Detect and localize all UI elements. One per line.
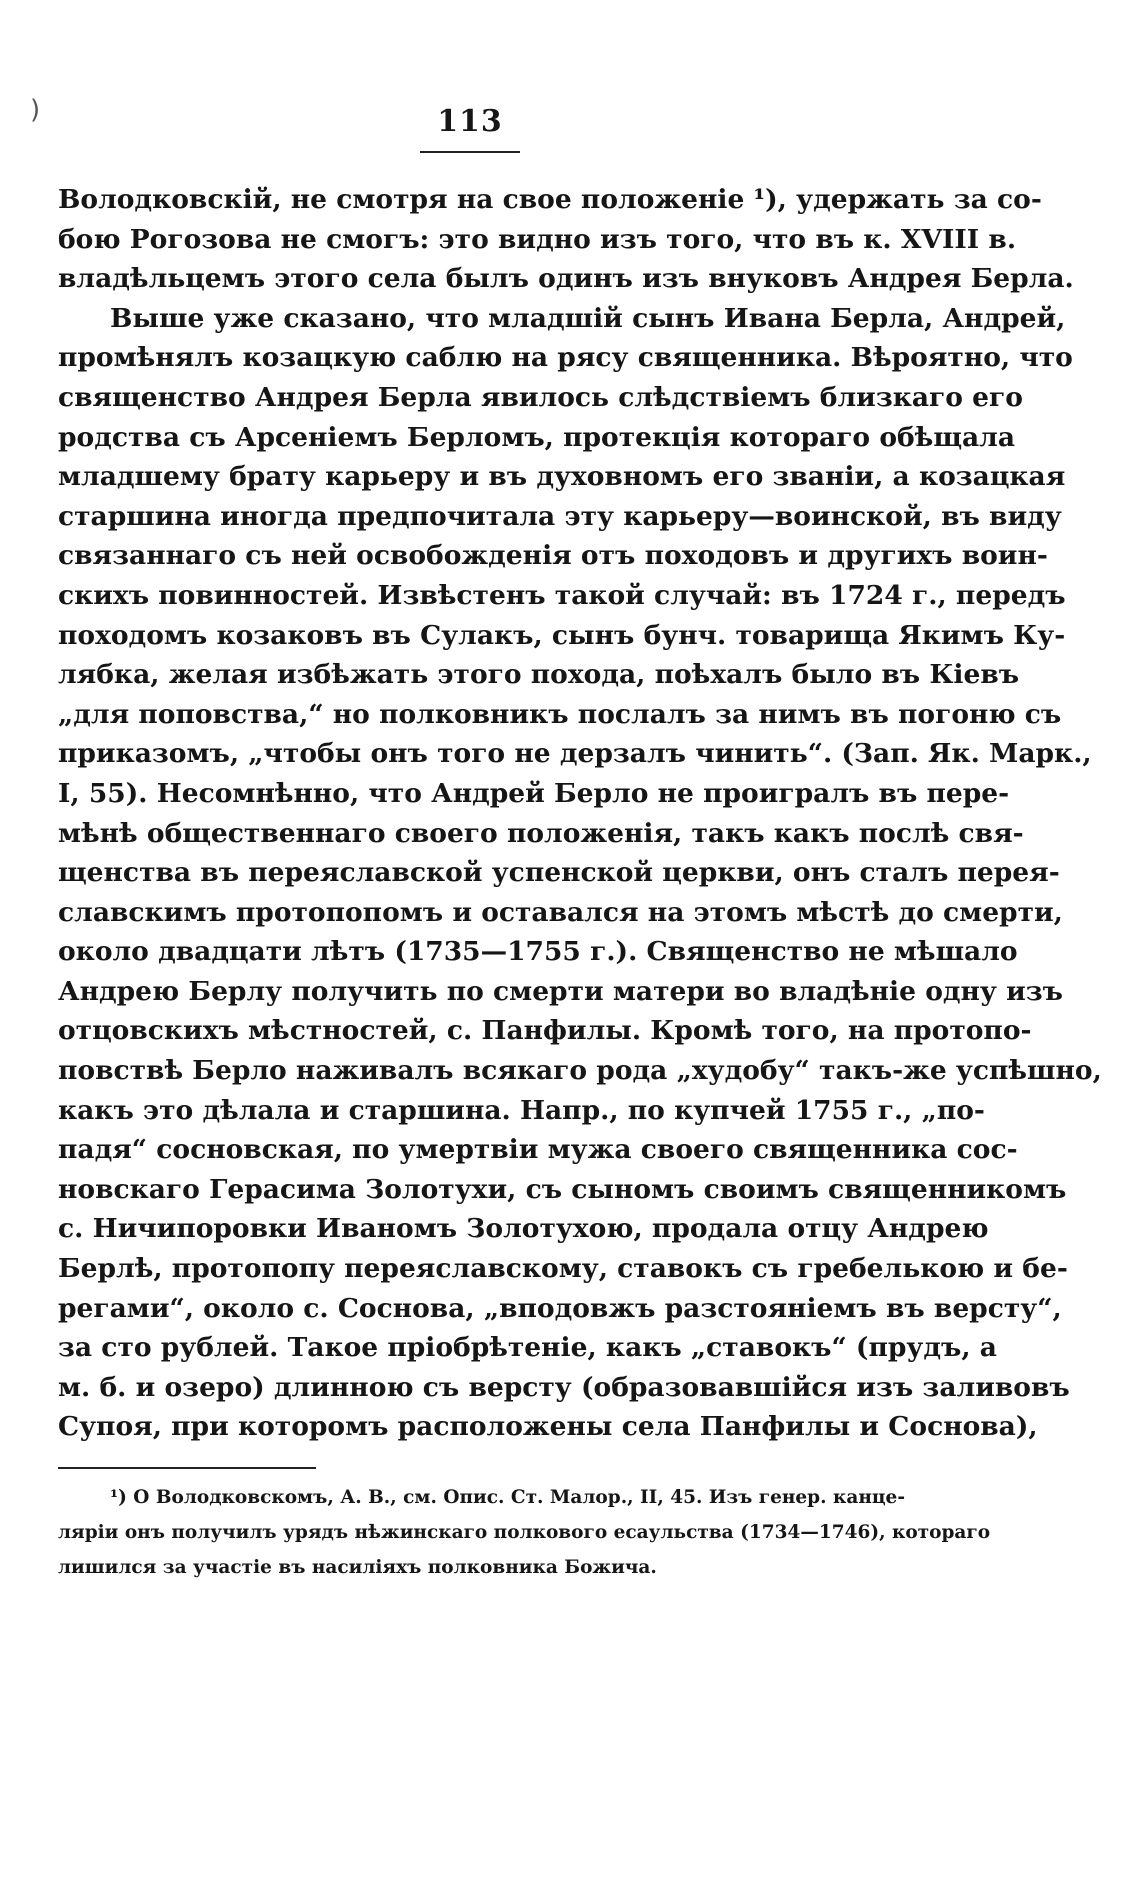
text-line: Выше уже сказано, что младшій сынъ Ивана Берла, Андрей, <box>110 302 1066 334</box>
text-line: с. Ничипоровки Иваномъ Золотухою, продала отцу Андрею <box>58 1213 989 1245</box>
text-line: отцовскихъ мѣстностей, с. Панфилы. Кромѣ того, на протопо- <box>58 1015 1032 1047</box>
text-line: владѣльцемъ этого села былъ одинъ изъ внуковъ Андрея Берла. <box>58 263 1074 295</box>
text-line: славскимъ протопопомъ и оставался на этомъ мѣстѣ до смерти, <box>58 896 1063 928</box>
footnote-line: ляріи онъ получилъ урядъ нѣжинскаго полкового есаульства (1734—1746), котораго <box>58 1522 991 1543</box>
text-line: какъ это дѣлала и старшина. Напр., по купчей 1755 г., „по- <box>58 1094 985 1126</box>
text-line: приказомъ, „чтобы онъ того не дерзалъ чинить“. (Зап. Як. Марк., <box>58 738 1092 770</box>
margin-mark: ) <box>30 95 41 125</box>
text-line: падя“ сосновская, по умертвіи мужа своего священника сос- <box>58 1134 1018 1166</box>
text-line: походомъ козаковъ въ Сулакъ, сынъ бунч. товарища Якимъ Ку- <box>58 619 1066 651</box>
text-line: Володковскій, не смотря на свое положеніе ¹), удержать за со- <box>58 184 1042 215</box>
text-line: мѣнѣ общественнаго своего положенія, такъ какъ послѣ свя- <box>58 817 1024 849</box>
text-line: лябка, желая избѣжать этого похода, поѣхалъ было въ Кіевъ <box>58 659 1020 691</box>
text-line: скихъ повинностей. Извѣстенъ такой случай: въ 1724 г., передъ <box>58 579 1066 611</box>
body-text <box>58 180 1102 1447</box>
text-line: регами“, около с. Соснова, „вподовжъ разстояніемъ въ версту“, <box>58 1292 1062 1324</box>
text-line: около двадцати лѣтъ (1735—1755 г.). Священство не мѣшало <box>58 936 1018 968</box>
text-line: новскаго Герасима Золотухи, съ сыномъ своимъ священникомъ <box>58 1173 1067 1205</box>
footnote-line: лишился за участіе въ насиліяхъ полковника Божича. <box>58 1557 657 1578</box>
text-line: бою Рогозова не смогъ: это видно изъ того, что въ к. XVIII в. <box>58 223 1017 255</box>
text-line: Андрею Берлу получить по смерти матери во владѣніе одну изъ <box>58 975 1064 1007</box>
text-line: младшему брату карьеру и въ духовномъ его званіи, а козацкая <box>58 461 1066 493</box>
text-line: Супоя, при которомъ расположены села Панфилы и Соснова), <box>58 1411 1038 1443</box>
text-line: м. б. и озеро) длинною съ версту (образовавшійся изъ заливовъ <box>58 1371 1070 1403</box>
footnote-rule <box>58 1467 316 1469</box>
text-line: священство Андрея Берла явилось слѣдствіемъ близкаго его <box>58 381 1023 413</box>
page-number: 113 <box>437 104 503 139</box>
footnote-line: ¹) О Володковскомъ, А. В., см. Опис. Ст. Малор., II, 45. Изъ генер. канце- <box>110 1487 905 1508</box>
text-line: Берлѣ, протопопу переяславскому, ставокъ съ гребелькою и бе- <box>58 1253 1068 1285</box>
text-line: за сто рублей. Такое пріобрѣтеніе, какъ „ставокъ“ (прудъ, а <box>58 1332 997 1364</box>
text-line: I, 55). Несомнѣнно, что Андрей Берло не проигралъ въ пере- <box>58 777 1010 809</box>
text-line: старшина иногда предпочитала эту карьеру—воинской, въ виду <box>58 500 1062 532</box>
text-line: связаннаго съ ней освобожденія отъ походовъ и другихъ воин- <box>58 540 1048 572</box>
page-number-rule <box>420 151 520 153</box>
footnotes <box>58 1480 991 1585</box>
text-line: щенства въ переяславской успенской церкви, онъ сталъ перея- <box>58 857 1060 889</box>
text-line: повствѣ Берло наживалъ всякаго рода „худобу“ такъ-же успѣшно, <box>58 1055 1102 1087</box>
text-line: промѣнялъ козацкую саблю на рясу священника. Вѣроятно, что <box>58 342 1073 374</box>
text-line: родства съ Арсеніемъ Берломъ, протекція котораго обѣщала <box>58 421 1016 453</box>
text-line: „для поповства,“ но полковникъ послалъ за нимъ въ погоню съ <box>58 698 1062 730</box>
